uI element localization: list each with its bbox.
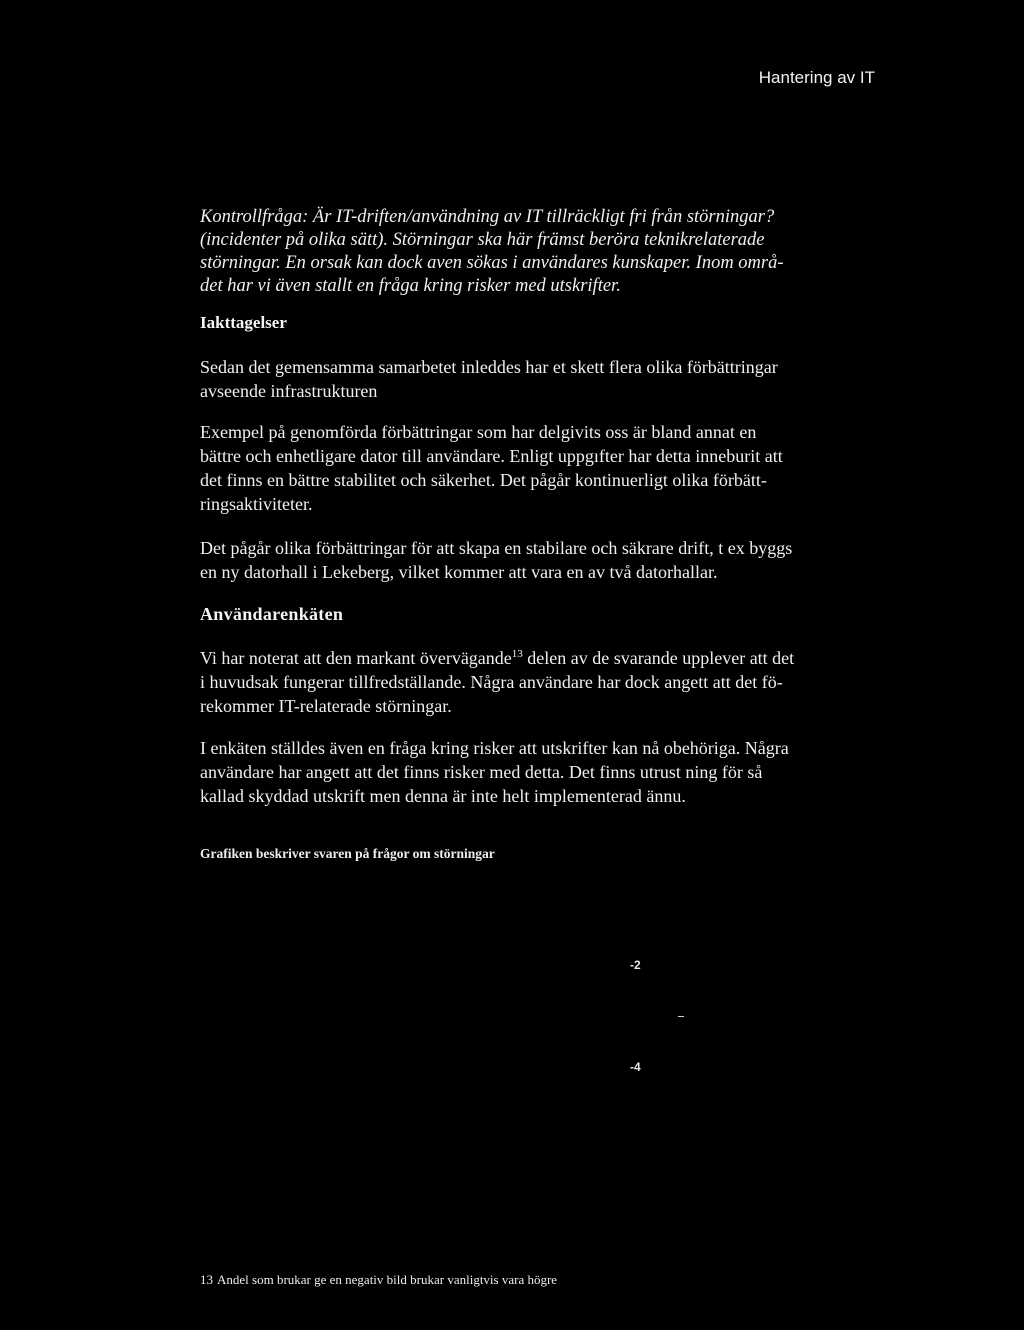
section-heading-survey: Användarenkäten — [200, 604, 344, 624]
control-question-line: det har vi även stallt en fråga kring risker med utskrifter. — [200, 276, 621, 296]
chart-area — [200, 870, 870, 1170]
paragraph-line — [200, 646, 870, 670]
paragraph-line: bättre och enhetligare dator till användare. Enligt uppgıfter har detta inneburit att — [200, 446, 783, 466]
paragraph-line: kallad skyddad utskrift men denna är inte helt implementerad ännu. — [200, 786, 686, 806]
control-question — [200, 206, 870, 298]
observations-paragraph-2 — [200, 420, 870, 516]
chart-tick-label: -2 — [630, 958, 641, 972]
paragraph-line: avseende infrastrukturen — [200, 381, 378, 401]
control-question-line: störningar. En orsak kan dock aven sökas i användares kunskaper. Inom områ- — [200, 253, 784, 273]
chart-tick-mark — [678, 1016, 684, 1017]
footnote-number: 13 — [200, 1272, 213, 1287]
section-heading-observations: Iakttagelser — [200, 313, 287, 332]
chart-tick-label: -4 — [630, 1060, 641, 1074]
footnote — [200, 1272, 557, 1288]
paragraph-line: en ny datorhall i Lekeberg, vilket kommer att vara en av två datorhallar. — [200, 562, 718, 582]
paragraph-line: användare har angett att det finns risker med detta. Det finns utrust ning för så — [200, 762, 763, 782]
paragraph-line: det finns en bättre stabilitet och säkerhet. Det pågår kontinuerligt olika förbätt- — [200, 470, 767, 490]
footnote-reference: 13 — [511, 648, 523, 660]
observations-paragraph-1 — [200, 355, 870, 403]
paragraph-line: ringsaktiviteter. — [200, 494, 313, 514]
paragraph-text: Vi har noterat att den markant övervägande — [200, 648, 512, 668]
running-header: Hantering av IT — [758, 68, 875, 87]
paragraph-line: rekommer IT-relaterade störningar. — [200, 696, 452, 716]
paragraph-line: Det pågår olika förbättringar för att skapa en stabilare och säkrare drift, t ex byggs — [200, 538, 793, 558]
paragraph-text: delen av de svarande upplever att det — [522, 648, 795, 668]
control-question-line: (incidenter på olika sätt). Störningar ska här främst beröra teknikrelaterade — [200, 230, 765, 250]
paragraph-line: Sedan det gemensamma samarbetet inleddes har et skett flera olika förbättringar — [200, 357, 778, 377]
paragraph-line: i huvudsak fungerar tillfredställande. Några användare har dock angett att det fö- — [200, 672, 783, 692]
paragraph-line: I enkäten ställdes även en fråga kring risker att utskrifter kan nå obehöriga. Några — [200, 738, 789, 758]
survey-paragraph-2 — [200, 736, 870, 808]
footnote-text: Andel som brukar ge en negativ bild brukar vanligtvis vara högre — [217, 1272, 558, 1287]
paragraph-line: Exempel på genomförda förbättringar som har delgivits oss är bland annat en — [200, 422, 757, 442]
chart-caption: Grafiken beskriver svaren på frågor om störningar — [200, 846, 495, 861]
observations-paragraph-3 — [200, 536, 870, 584]
control-question-line: Kontrollfråga: Är IT-driften/användning av IT tillräckligt fri från störningar? — [200, 207, 775, 227]
survey-paragraph-1 — [200, 646, 870, 718]
